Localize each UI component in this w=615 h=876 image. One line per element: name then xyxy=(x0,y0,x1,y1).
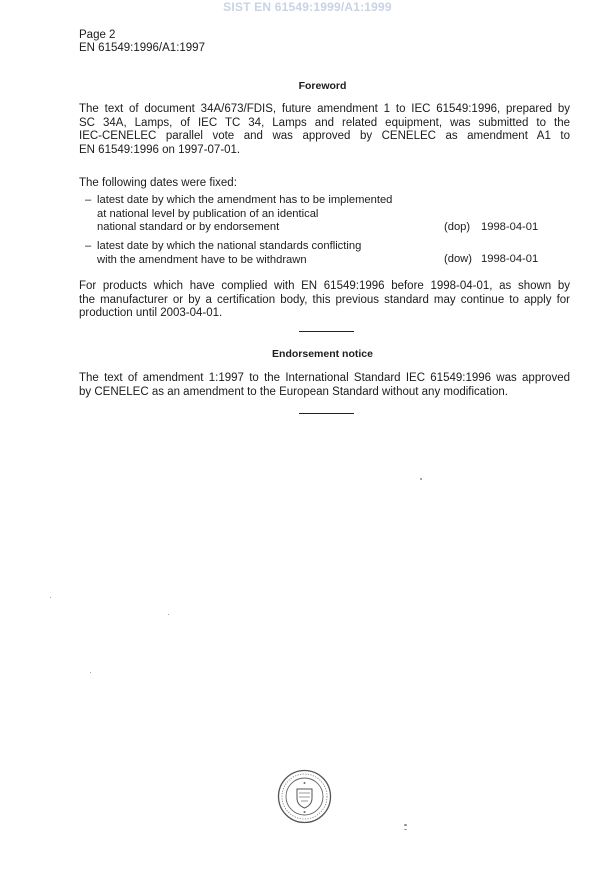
library-stamp-icon xyxy=(277,769,332,824)
products-paragraph xyxy=(79,280,570,321)
list-dash: – xyxy=(85,194,92,206)
document-watermark: SIST EN 61549:1999/A1:1999 xyxy=(223,0,392,14)
section-divider xyxy=(299,331,354,332)
page-number: Page 2 xyxy=(79,29,116,41)
date-entry-text xyxy=(97,240,437,267)
date-abbreviation: (dop) xyxy=(444,221,471,233)
foreword-heading: Foreword xyxy=(298,80,347,92)
text-line: at national level by publication of an identical xyxy=(97,207,319,220)
date-entry-dow xyxy=(85,240,555,268)
text-line: For products which have complied with EN 61549:1996 before 1998-04-01, as shown by xyxy=(79,280,570,292)
text-line: national standard or by endorsement xyxy=(97,221,280,233)
scan-speck xyxy=(50,597,51,598)
endorsement-paragraph xyxy=(79,372,570,399)
document-reference: EN 61549:1996/A1:1997 xyxy=(79,42,205,54)
foreword-intro-paragraph xyxy=(79,103,570,157)
text-line: with the amendment have to be withdrawn xyxy=(97,253,307,266)
scan-speck xyxy=(168,614,169,615)
scan-speck xyxy=(420,478,422,480)
text-line: IEC-CENELEC parallel vote and was approved by CENELEC as amendment A1 to xyxy=(79,130,570,142)
text-line: by CENELEC as an amendment to the European Standard without any modification. xyxy=(79,385,508,398)
text-line: latest date by which the national standards conflicting xyxy=(97,240,362,252)
page-header xyxy=(79,29,205,55)
text-line: production until 2003-04-01. xyxy=(79,307,223,319)
dates-intro: The following dates were fixed: xyxy=(79,177,237,189)
endorsement-heading: Endorsement notice xyxy=(272,348,373,360)
date-value: 1998-04-01 xyxy=(481,253,539,265)
date-entry-text xyxy=(97,194,437,235)
date-abbreviation: (dow) xyxy=(444,253,472,265)
text-line: The text of amendment 1:1997 to the International Standard IEC 61549:1996 was approved xyxy=(79,372,570,384)
text-line: The text of document 34A/673/FDIS, future amendment 1 to IEC 61549:1996, prepared by xyxy=(79,103,570,115)
date-entry-dop xyxy=(85,194,555,236)
section-divider xyxy=(299,413,354,414)
date-value: 1998-04-01 xyxy=(481,221,539,233)
text-line: SC 34A, Lamps, of IEC TC 34, Lamps and related equipment, was submitted to the xyxy=(79,116,570,129)
scan-speck xyxy=(404,824,407,826)
text-line: the manufacturer or by a certification body, this previous standard may continue to apply for xyxy=(79,293,570,306)
scan-speck xyxy=(90,672,91,673)
list-dash: – xyxy=(85,240,92,252)
text-line: latest date by which the amendment has to be implemented xyxy=(97,194,393,206)
scan-speck xyxy=(404,829,407,830)
text-line: EN 61549:1996 on 1997-07-01. xyxy=(79,143,241,156)
